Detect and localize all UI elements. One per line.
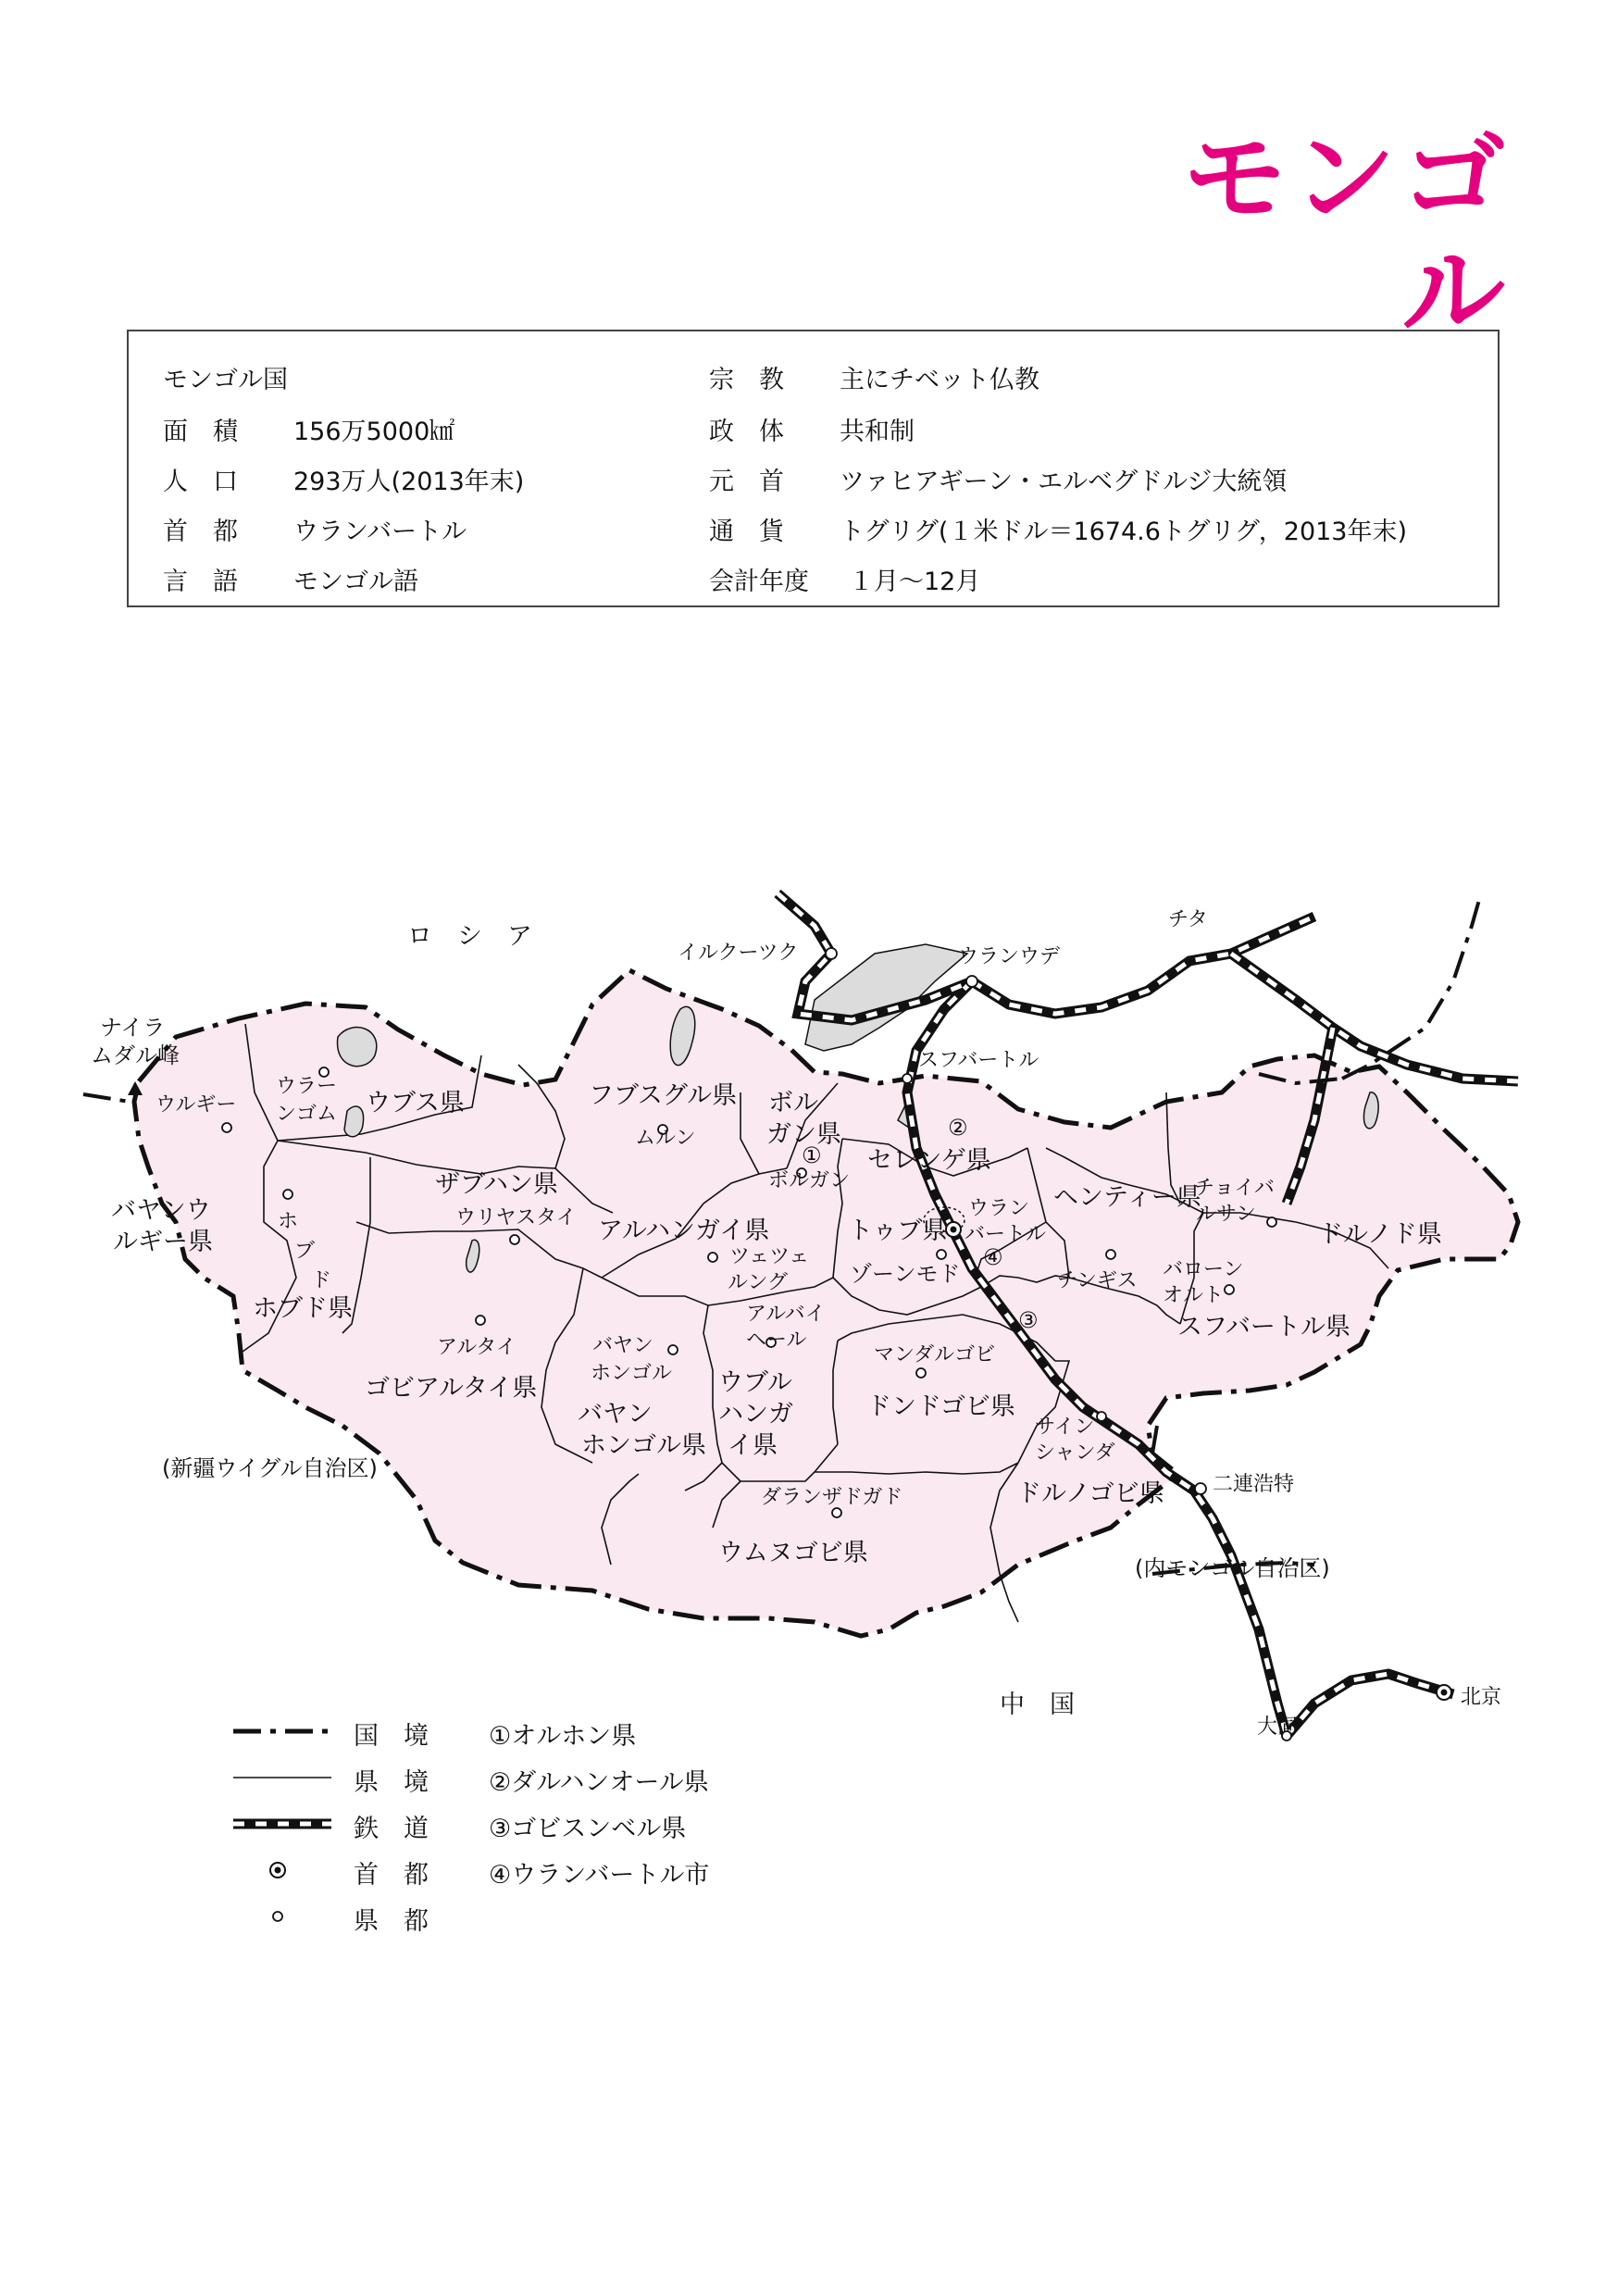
label-datong: 大同 xyxy=(1257,1716,1299,1739)
label-capital: ンゴム xyxy=(276,1103,338,1126)
province-capital-icon xyxy=(937,1250,946,1259)
info-label: 元 首 xyxy=(709,468,784,496)
label-china: 中 国 xyxy=(1000,1691,1075,1719)
province-capital-icon xyxy=(510,1235,519,1244)
info-label: 面 積 xyxy=(163,418,238,446)
country-info-box xyxy=(127,330,1500,607)
label-capital: バヤン xyxy=(592,1334,653,1357)
label-capital: スフバートル xyxy=(918,1049,1039,1072)
legend-label: 国 境 xyxy=(354,1722,429,1751)
label-capital: ルサン xyxy=(1196,1203,1256,1226)
label-province: トゥブ県 xyxy=(848,1217,948,1245)
legend-label: 鉄 道 xyxy=(354,1815,429,1843)
province-capital-icon xyxy=(222,1123,231,1132)
beijing-icon-dot xyxy=(1441,1690,1448,1696)
province-capital-icon xyxy=(476,1316,485,1325)
info-label: 首 都 xyxy=(163,518,238,546)
label-irkutsk: イルクーツク xyxy=(678,942,799,965)
province-capital-icon xyxy=(1097,1412,1106,1421)
label-capital: ツェツェ xyxy=(729,1245,810,1268)
label-capital: サイン xyxy=(1035,1416,1095,1439)
label-capital: チョイバ xyxy=(1194,1177,1275,1200)
label-ulan-ude: ウランウデ xyxy=(958,945,1061,968)
province-capital-icon xyxy=(1267,1217,1276,1227)
label-province: スフバートル県 xyxy=(1177,1313,1350,1341)
province-capital-icon xyxy=(1106,1250,1115,1259)
label-capital: ダランザドガド xyxy=(761,1486,903,1509)
label-russia: ロ シ ア xyxy=(407,922,532,951)
legend-note: ①オルホン県 xyxy=(489,1722,637,1751)
label-province: ウブス県 xyxy=(366,1089,465,1117)
label-province: ドルノゴビ県 xyxy=(1016,1479,1164,1508)
marker-4: ④ xyxy=(983,1244,1003,1270)
marker-3: ③ xyxy=(1018,1307,1039,1333)
label-province: ゴビアルタイ県 xyxy=(365,1374,538,1403)
label-inner-mongolia: (内モンゴル自治区) xyxy=(1135,1555,1330,1581)
label-province: ルギー県 xyxy=(113,1228,213,1256)
label-capital: ウラン xyxy=(968,1197,1030,1220)
label-capital: チンギス xyxy=(1057,1269,1138,1292)
label-chita: チタ xyxy=(1168,908,1208,931)
foreign-city-icon xyxy=(826,948,837,959)
label-province: アルハンガイ県 xyxy=(598,1217,770,1245)
legend-label: 県 境 xyxy=(354,1768,429,1797)
label-province: ウムヌゴビ県 xyxy=(718,1539,868,1567)
label-capital: ブ xyxy=(294,1240,316,1263)
province-capital-icon xyxy=(708,1253,717,1262)
label-capital: アルバイ xyxy=(746,1303,826,1326)
legend-symbols xyxy=(231,1720,342,1942)
province-capital-icon xyxy=(916,1368,926,1378)
label-province: ヘンティー県 xyxy=(1053,1183,1201,1212)
label-capital: ムルン xyxy=(635,1127,696,1150)
label-province: ホンゴル県 xyxy=(581,1431,706,1460)
label-province: ホブド県 xyxy=(253,1294,353,1323)
label-province: ボル xyxy=(768,1089,818,1117)
info-value: トグリグ(１米ドル＝1674.6トグリグ，2013年末) xyxy=(840,518,1408,546)
label-capital: アルタイ xyxy=(437,1336,517,1359)
label-capital: ヘール xyxy=(746,1329,807,1352)
label-capital: ウルギー xyxy=(156,1093,237,1117)
info-label: 宗 教 xyxy=(709,366,784,394)
label-peak: ムダル峰 xyxy=(91,1042,180,1068)
legend-province-capital-icon xyxy=(273,1912,282,1921)
province-capital-icon xyxy=(902,1074,912,1083)
label-capital: バローン xyxy=(1163,1258,1244,1281)
label-capital: オルト xyxy=(1163,1284,1225,1307)
label-capital: マンダルゴビ xyxy=(874,1343,996,1366)
label-province: ドルノド県 xyxy=(1318,1220,1442,1249)
capital-icon-dot xyxy=(951,1227,957,1233)
page-title: モンゴル xyxy=(1183,119,1511,354)
label-capital: ウラー xyxy=(276,1075,338,1098)
label-capital: バートル xyxy=(965,1223,1047,1246)
legend-note: ③ゴビスンベル県 xyxy=(489,1815,687,1843)
label-capital: ウリヤスタイ xyxy=(455,1206,577,1229)
label-province: ドンドゴビ県 xyxy=(866,1392,1015,1421)
label-capital: ド xyxy=(311,1269,332,1292)
info-value: １月〜12月 xyxy=(849,568,981,596)
label-province: ハンガ xyxy=(718,1400,793,1429)
label-erenhot: 二連浩特 xyxy=(1213,1473,1295,1496)
label-capital: ホ xyxy=(278,1210,299,1233)
info-label: 言 語 xyxy=(163,568,238,596)
label-province: イ県 xyxy=(728,1431,778,1460)
province-capital-icon xyxy=(668,1345,678,1354)
label-beijing: 北京 xyxy=(1461,1686,1502,1709)
label-province: フブスグル県 xyxy=(589,1081,738,1110)
marker-1: ① xyxy=(802,1142,822,1168)
info-label: 人 口 xyxy=(163,468,238,496)
label-capital: ルング xyxy=(728,1271,789,1294)
legend-label: 首 都 xyxy=(354,1861,429,1890)
marker-2: ② xyxy=(948,1115,968,1141)
label-province: ザブハン県 xyxy=(435,1170,558,1199)
label-province: バヤン xyxy=(578,1400,653,1429)
info-value: モンゴル語 xyxy=(293,568,418,596)
info-value: 293万人(2013年末) xyxy=(293,468,525,496)
label-xinjiang: (新疆ウイグル自治区) xyxy=(162,1455,378,1481)
info-value: ツァヒアギーン・エルベグドルジ大統領 xyxy=(840,468,1288,496)
legend-note: ④ウランバートル市 xyxy=(489,1861,710,1890)
info-label: 通 貨 xyxy=(709,518,784,546)
label-capital: シャンダ xyxy=(1035,1441,1115,1465)
legend-label: 県 都 xyxy=(354,1907,429,1936)
label-capital: ホンゴル xyxy=(591,1362,673,1385)
label-province: ウブル xyxy=(718,1368,792,1397)
label-province: ガン県 xyxy=(766,1120,841,1149)
info-value: ウランバートル xyxy=(293,518,467,546)
country-name: モンゴル国 xyxy=(163,366,288,394)
province-capital-icon xyxy=(832,1508,841,1517)
info-value: 主にチベット仏教 xyxy=(840,366,1039,394)
info-value: 156万5000㎢ xyxy=(293,418,455,446)
info-label: 政 体 xyxy=(709,418,784,446)
foreign-city-icon xyxy=(1195,1483,1206,1494)
province-capital-icon xyxy=(283,1190,292,1199)
legend-note: ②ダルハンオール県 xyxy=(489,1768,709,1797)
foreign-city-icon xyxy=(966,976,977,987)
info-value: 共和制 xyxy=(840,418,915,446)
label-province: バヤンウ xyxy=(111,1196,211,1225)
label-capital: ゾーンモド xyxy=(850,1261,961,1287)
province-capital-icon xyxy=(1225,1285,1234,1294)
info-label: 会計年度 xyxy=(709,568,809,596)
label-peak: ナイラ xyxy=(100,1015,166,1041)
label-province: セレンゲ県 xyxy=(867,1146,991,1175)
label-capital: ボルガン xyxy=(768,1169,851,1192)
